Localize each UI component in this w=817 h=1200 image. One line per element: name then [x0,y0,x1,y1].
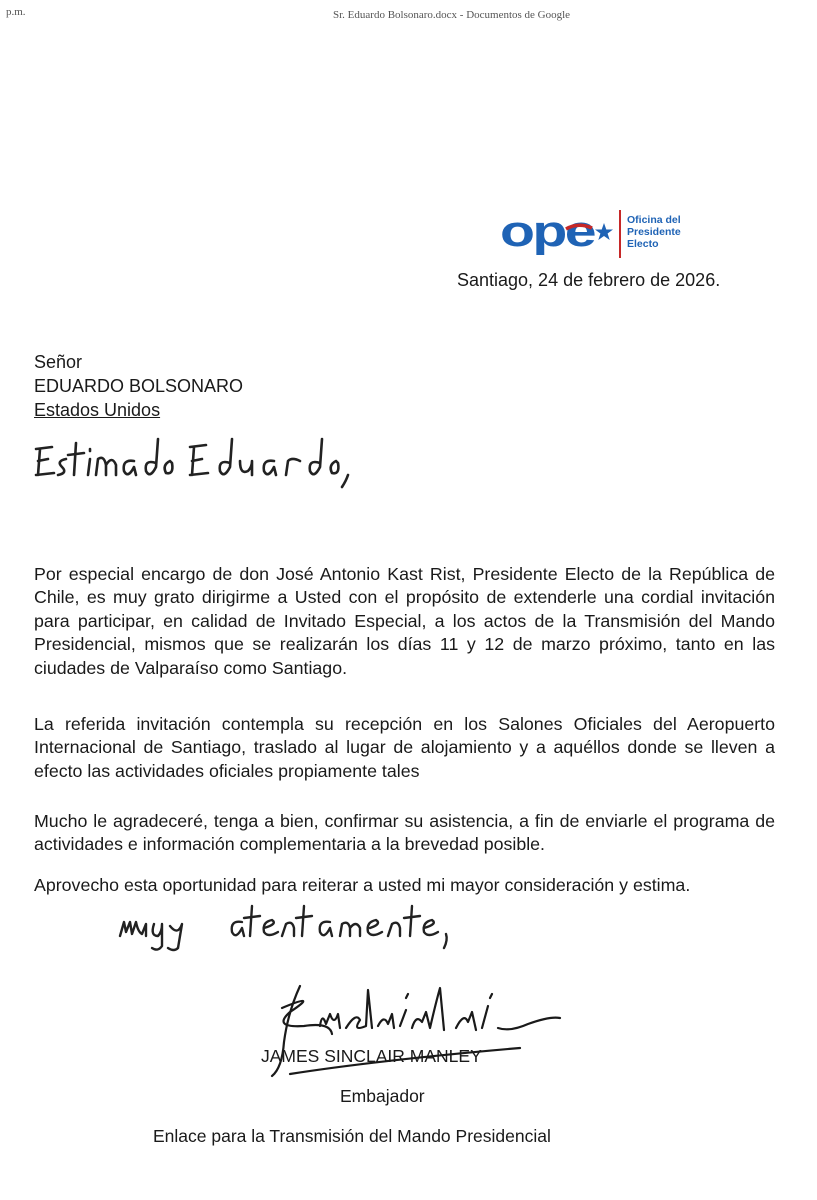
handwritten-greeting [30,425,430,495]
letter-paragraph: Aprovecho esta oportunidad para reiterar a usted mi mayor consideración y estima. [34,874,691,895]
addressee-name: EDUARDO BOLSONARO [34,376,244,396]
letter-paragraph: Por especial encargo de don José Antonio Kast Rist, Presidente Electo de la República de Chile, es muy grato dirigirme a Usted con el propósito de extenderle una cordial invitación para participar, en calidad de Invitado Especial, a los actos de la Transmisión del Mando Presidencial, mismos que se realizarán los días 11 y 12 de marzo próximo, tanto en las ciudades de Valparaíso como Santiago. [34,563,775,678]
signatory-name: JAMES SINCLAIR MANLEY [261,1046,482,1066]
logo-wordmark: ope [500,207,595,256]
logo-separator [619,210,621,258]
handwritten-closing [118,892,518,952]
signatory-role: Embajador [340,1086,425,1106]
closing-text: Muy atentamente, [118,950,127,951]
addressee-block [34,350,243,422]
print-time: p.m. [6,6,26,18]
letter-date: Santiago, 24 de febrero de 2026. [457,270,721,290]
signatory-organization: Enlace para la Transmisión del Mando Presidencial [153,1126,551,1146]
logo-office-name [627,214,681,250]
letter-paragraph: Mucho le agradeceré, tenga a bien, confirmar su asistencia, a fin de enviarle el programa de actividades e información complementaria a la brevedad posible. [34,810,775,855]
addressee-country: Estados Unidos [34,400,161,420]
ope-logo [500,206,720,262]
greeting-text: Estimado Eduardo, [30,493,39,494]
ope-wordmark-icon [500,206,615,262]
addressee-title: Señor [34,352,83,372]
logo-line: Oficina del [627,214,681,226]
logo-line: Presidente [627,226,681,238]
logo-line: Electo [627,238,659,250]
print-document-title: Sr. Eduardo Bolsonaro.docx - Documentos de Google [333,9,571,21]
letter-paragraph: La referida invitación contempla su recepción en los Salones Oficiales del Aeropuerto Internacional de Santiago, traslado al lugar de alojamiento y a aquéllos donde se lleven a efecto las actividades oficiales propiamente tales [34,713,775,781]
print-header [0,6,817,26]
